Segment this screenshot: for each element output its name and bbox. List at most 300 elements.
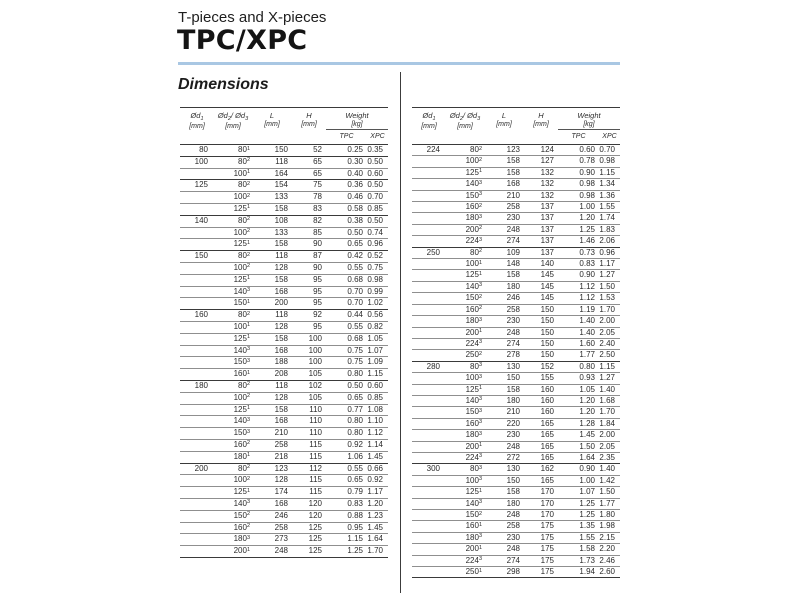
footnote-marker: 2 xyxy=(246,475,250,482)
cell-d2-d3: $140^3$ xyxy=(446,498,484,509)
footnote-marker: 3 xyxy=(478,373,482,380)
footnote-marker: 3 xyxy=(478,316,482,323)
table-row xyxy=(412,304,620,315)
cell-d2-d3: $200^1$ xyxy=(214,546,252,558)
cell-d1 xyxy=(180,416,214,428)
col-header-d2-d3: $Ød_2/$ $Ød_3$ [mm] xyxy=(446,108,484,145)
cell-weight-xpc: 1.34 xyxy=(599,179,620,190)
cell-weight-tpc: 1.00 xyxy=(558,202,599,213)
cell-height: 120 xyxy=(292,498,326,510)
cell-height: 132 xyxy=(524,190,558,201)
cell-height: 137 xyxy=(524,236,558,247)
cell-weight-tpc: 0.98 xyxy=(558,179,599,190)
table-row xyxy=(412,190,620,201)
cell-weight-tpc: 1.07 xyxy=(558,487,599,498)
table-row xyxy=(180,227,388,239)
cell-d1: 125 xyxy=(180,180,214,192)
cell-length: 218 xyxy=(252,451,292,463)
cell-length: 128 xyxy=(252,262,292,274)
cell-d2-d3: $180^3$ xyxy=(446,316,484,327)
table-row xyxy=(180,345,388,357)
cell-d1 xyxy=(180,262,214,274)
cell-d2-d3: $80^2$ xyxy=(214,215,252,227)
cell-height: 95 xyxy=(292,286,326,298)
cell-height: 150 xyxy=(524,304,558,315)
cell-height: 65 xyxy=(292,156,326,168)
cell-d1 xyxy=(412,430,446,441)
cell-d1 xyxy=(180,487,214,499)
cell-height: 132 xyxy=(524,167,558,178)
cell-height: 110 xyxy=(292,428,326,440)
cell-weight-tpc: 1.12 xyxy=(558,293,599,304)
cell-d2-d3: $80^2$ xyxy=(214,180,252,192)
table-row xyxy=(412,350,620,361)
table-row xyxy=(412,179,620,190)
cell-height: 100 xyxy=(292,357,326,369)
footnote-marker: 1 xyxy=(246,239,250,246)
cell-length: 128 xyxy=(252,392,292,404)
dimensions-table-right xyxy=(412,107,620,578)
cell-weight-xpc: 1.05 xyxy=(367,333,388,345)
cell-d1 xyxy=(180,168,214,180)
cell-d1 xyxy=(412,532,446,543)
cell-weight-xpc: 0.85 xyxy=(367,203,388,215)
table-row xyxy=(412,384,620,395)
footnote-marker: 1 xyxy=(246,452,250,459)
cell-weight-xpc: 1.70 xyxy=(367,546,388,558)
cell-weight-xpc: 1.45 xyxy=(367,522,388,534)
cell-weight-tpc: 0.80 xyxy=(558,361,599,372)
footnote-marker: 3 xyxy=(478,396,482,403)
cell-height: 165 xyxy=(524,441,558,452)
table-row xyxy=(180,487,388,499)
cell-weight-xpc: 0.70 xyxy=(599,145,620,156)
footnote-marker: 2 xyxy=(478,248,482,255)
cell-height: 115 xyxy=(292,487,326,499)
cell-d1 xyxy=(180,227,214,239)
cell-weight-tpc: 1.15 xyxy=(326,534,367,546)
cell-length: 150 xyxy=(484,475,524,486)
cell-height: 175 xyxy=(524,544,558,555)
cell-length: 274 xyxy=(484,338,524,349)
cell-d1 xyxy=(180,404,214,416)
cell-height: 52 xyxy=(292,145,326,157)
cell-d1 xyxy=(180,274,214,286)
table-row xyxy=(412,407,620,418)
cell-weight-xpc: 0.52 xyxy=(367,251,388,263)
cell-weight-xpc: 1.27 xyxy=(599,373,620,384)
cell-length: 298 xyxy=(484,567,524,578)
cell-length: 168 xyxy=(484,179,524,190)
table-row xyxy=(412,145,620,156)
cell-d2-d3: $200^2$ xyxy=(446,224,484,235)
cell-d2-d3: $100^2$ xyxy=(214,192,252,204)
col-header-weight: Weight [kg] xyxy=(326,108,388,130)
cell-weight-tpc: 1.25 xyxy=(558,510,599,521)
cell-weight-tpc: 1.19 xyxy=(558,304,599,315)
cell-weight-xpc: 1.40 xyxy=(599,464,620,475)
footnote-marker: 1 xyxy=(246,204,250,211)
cell-weight-xpc: 0.98 xyxy=(599,156,620,167)
footnote-marker: 3 xyxy=(246,428,250,435)
footnote-marker: 3 xyxy=(478,499,482,506)
cell-d1 xyxy=(412,213,446,224)
col-header-weight: Weight [kg] xyxy=(558,108,620,130)
cell-height: 87 xyxy=(292,251,326,263)
cell-weight-tpc: 1.35 xyxy=(558,521,599,532)
cell-d1 xyxy=(180,192,214,204)
cell-weight-tpc: 0.30 xyxy=(326,156,367,168)
cell-weight-tpc: 1.28 xyxy=(558,418,599,429)
cell-weight-tpc: 0.95 xyxy=(326,522,367,534)
cell-weight-tpc: 1.60 xyxy=(558,338,599,349)
cell-weight-xpc: 1.98 xyxy=(599,521,620,532)
table-row xyxy=(412,281,620,292)
cell-d1 xyxy=(412,452,446,463)
cell-d1 xyxy=(412,304,446,315)
footnote-marker: 1 xyxy=(246,298,250,305)
cell-d2-d3: $150^3$ xyxy=(446,407,484,418)
cell-height: 150 xyxy=(524,316,558,327)
cell-length: 248 xyxy=(484,510,524,521)
cell-length: 148 xyxy=(484,259,524,270)
cell-height: 90 xyxy=(292,262,326,274)
cell-d2-d3: $160^3$ xyxy=(446,418,484,429)
cell-length: 248 xyxy=(484,544,524,555)
cell-height: 95 xyxy=(292,274,326,286)
cell-weight-tpc: 0.55 xyxy=(326,463,367,475)
cell-d1: 160 xyxy=(180,310,214,322)
cell-d2-d3: $160^2$ xyxy=(446,304,484,315)
cell-length: 230 xyxy=(484,430,524,441)
table-row xyxy=(180,463,388,475)
footnote-marker: 2 xyxy=(478,510,482,517)
table-row xyxy=(180,168,388,180)
table-row xyxy=(412,373,620,384)
table-row xyxy=(180,451,388,463)
cell-weight-tpc: 0.78 xyxy=(558,156,599,167)
cell-d2-d3: $100^1$ xyxy=(214,168,252,180)
cell-d2-d3: $125^1$ xyxy=(214,274,252,286)
cell-d2-d3: $250^2$ xyxy=(446,350,484,361)
footnote-marker: 2 xyxy=(246,263,250,270)
cell-height: 78 xyxy=(292,192,326,204)
cell-weight-xpc: 0.96 xyxy=(367,239,388,251)
footnote-marker: 3 xyxy=(478,476,482,483)
cell-height: 125 xyxy=(292,546,326,558)
cell-height: 175 xyxy=(524,555,558,566)
cell-d2-d3: $160^2$ xyxy=(446,202,484,213)
cell-weight-tpc: 1.45 xyxy=(558,430,599,441)
cell-weight-tpc: 1.06 xyxy=(326,451,367,463)
cell-height: 92 xyxy=(292,310,326,322)
table-row xyxy=(180,251,388,263)
cell-height: 105 xyxy=(292,369,326,381)
cell-d2-d3: $160^1$ xyxy=(446,521,484,532)
col-header-length: L [mm] xyxy=(484,108,524,145)
table-row xyxy=(412,441,620,452)
cell-height: 75 xyxy=(292,180,326,192)
cell-length: 158 xyxy=(252,239,292,251)
table-row xyxy=(412,327,620,338)
cell-weight-tpc: 0.77 xyxy=(326,404,367,416)
table-row xyxy=(412,430,620,441)
table-row xyxy=(180,475,388,487)
cell-weight-xpc: 0.82 xyxy=(367,321,388,333)
footnote-marker: 1 xyxy=(478,168,482,175)
footnote-marker: 3 xyxy=(478,213,482,220)
footnote-marker: 2 xyxy=(246,511,250,518)
cell-length: 273 xyxy=(252,534,292,546)
cell-height: 165 xyxy=(524,475,558,486)
cell-weight-tpc: 0.75 xyxy=(326,357,367,369)
cell-weight-xpc: 1.68 xyxy=(599,395,620,406)
cell-length: 118 xyxy=(252,251,292,263)
cell-d2-d3: $224^3$ xyxy=(446,555,484,566)
cell-weight-tpc: 0.38 xyxy=(326,215,367,227)
cell-d1 xyxy=(180,369,214,381)
cell-height: 112 xyxy=(292,463,326,475)
table-row xyxy=(180,239,388,251)
cell-weight-xpc: 2.00 xyxy=(599,316,620,327)
cell-d2-d3: $125^1$ xyxy=(214,203,252,215)
cell-length: 230 xyxy=(484,316,524,327)
cell-d2-d3: $150^1$ xyxy=(214,298,252,310)
cell-length: 248 xyxy=(252,546,292,558)
table-row xyxy=(412,259,620,270)
cell-length: 258 xyxy=(252,522,292,534)
cell-weight-xpc: 2.40 xyxy=(599,338,620,349)
cell-height: 83 xyxy=(292,203,326,215)
cell-length: 274 xyxy=(484,555,524,566)
cell-length: 158 xyxy=(252,404,292,416)
cell-length: 180 xyxy=(484,281,524,292)
cell-d2-d3: $100^3$ xyxy=(446,373,484,384)
cell-d1 xyxy=(180,510,214,522)
cell-d2-d3: $125^1$ xyxy=(446,384,484,395)
col-header-d1: $Ød_1$ [mm] xyxy=(180,108,214,145)
cell-d2-d3: $150^2$ xyxy=(214,510,252,522)
cell-length: 158 xyxy=(484,156,524,167)
table-row xyxy=(180,333,388,345)
cell-weight-xpc: 1.84 xyxy=(599,418,620,429)
section-title: Dimensions xyxy=(178,76,269,93)
table-row xyxy=(412,167,620,178)
footnote-marker: 2 xyxy=(246,464,250,471)
cell-weight-xpc: 1.36 xyxy=(599,190,620,201)
cell-weight-tpc: 1.25 xyxy=(326,546,367,558)
cell-d1 xyxy=(412,510,446,521)
table-row xyxy=(180,298,388,310)
footnote-marker: 3 xyxy=(478,419,482,426)
cell-length: 154 xyxy=(252,180,292,192)
cell-weight-tpc: 1.94 xyxy=(558,567,599,578)
cell-d2-d3: $125^1$ xyxy=(214,239,252,251)
cell-weight-xpc: 1.64 xyxy=(367,534,388,546)
table-row xyxy=(180,510,388,522)
footnote-marker: 1 xyxy=(478,328,482,334)
footnote-marker: 1 xyxy=(246,405,250,412)
table-row xyxy=(412,213,620,224)
cell-weight-tpc: 0.90 xyxy=(558,167,599,178)
cell-weight-tpc: 0.80 xyxy=(326,369,367,381)
table-row xyxy=(412,270,620,281)
cell-length: 230 xyxy=(484,213,524,224)
cell-height: 125 xyxy=(292,534,326,546)
footnote-marker: 2 xyxy=(478,145,482,152)
cell-d1: 200 xyxy=(180,463,214,475)
table-row xyxy=(412,555,620,566)
table-row xyxy=(412,395,620,406)
cell-weight-xpc: 1.23 xyxy=(367,510,388,522)
cell-d1: 300 xyxy=(412,464,446,475)
cell-d2-d3: $100^2$ xyxy=(214,475,252,487)
cell-height: 110 xyxy=(292,404,326,416)
cell-weight-xpc: 0.56 xyxy=(367,310,388,322)
cell-length: 258 xyxy=(484,202,524,213)
column-divider xyxy=(400,72,401,593)
cell-d1 xyxy=(412,567,446,578)
page-title: TPC/XPC xyxy=(177,25,308,56)
cell-height: 137 xyxy=(524,202,558,213)
cell-weight-tpc: 1.40 xyxy=(558,316,599,327)
cell-height: 155 xyxy=(524,373,558,384)
cell-height: 145 xyxy=(524,281,558,292)
cell-d2-d3: $180^1$ xyxy=(214,451,252,463)
cell-d2-d3: $125^1$ xyxy=(214,487,252,499)
cell-weight-xpc: 1.80 xyxy=(599,510,620,521)
cell-weight-xpc: 0.85 xyxy=(367,392,388,404)
footnote-marker: 2 xyxy=(478,156,482,163)
cell-d1 xyxy=(412,327,446,338)
footnote-marker: 2 xyxy=(246,393,250,400)
footnote-marker: 2 xyxy=(246,216,250,223)
cell-length: 210 xyxy=(484,407,524,418)
footnote-marker: 3 xyxy=(478,556,482,563)
table-row xyxy=(412,487,620,498)
cell-length: 230 xyxy=(484,532,524,543)
cell-height: 145 xyxy=(524,270,558,281)
cell-height: 100 xyxy=(292,345,326,357)
cell-d2-d3: $160^2$ xyxy=(214,522,252,534)
cell-weight-tpc: 0.68 xyxy=(326,333,367,345)
cell-weight-tpc: 1.77 xyxy=(558,350,599,361)
cell-weight-xpc: 0.92 xyxy=(367,475,388,487)
cell-weight-tpc: 1.55 xyxy=(558,532,599,543)
table-row xyxy=(180,192,388,204)
col-header-xpc: XPC xyxy=(599,130,620,145)
cell-d1 xyxy=(180,546,214,558)
cell-height: 137 xyxy=(524,247,558,258)
table-row xyxy=(412,567,620,578)
cell-d2-d3: $100^2$ xyxy=(446,156,484,167)
cell-d2-d3: $150^3$ xyxy=(446,190,484,201)
cell-d1 xyxy=(180,286,214,298)
cell-d2-d3: $150^3$ xyxy=(214,428,252,440)
footnote-marker: 1 xyxy=(478,487,482,494)
cell-length: 123 xyxy=(484,145,524,156)
cell-weight-xpc: 1.17 xyxy=(367,487,388,499)
cell-d2-d3: $180^3$ xyxy=(446,532,484,543)
cell-weight-tpc: 0.73 xyxy=(558,247,599,258)
cell-length: 158 xyxy=(252,333,292,345)
cell-weight-xpc: 1.40 xyxy=(599,384,620,395)
cell-d2-d3: $125^1$ xyxy=(446,270,484,281)
cell-d1 xyxy=(412,270,446,281)
table-row xyxy=(180,321,388,333)
cell-d1 xyxy=(412,224,446,235)
cell-weight-tpc: 1.20 xyxy=(558,407,599,418)
cell-d2-d3: $125^1$ xyxy=(214,404,252,416)
cell-d2-d3: $80^2$ xyxy=(446,247,484,258)
cell-weight-tpc: 1.58 xyxy=(558,544,599,555)
cell-height: 90 xyxy=(292,239,326,251)
cell-d1 xyxy=(180,239,214,251)
cell-d1 xyxy=(412,373,446,384)
cell-weight-xpc: 1.42 xyxy=(599,475,620,486)
cell-d1 xyxy=(412,475,446,486)
dimensions-table-left xyxy=(180,107,388,558)
footnote-marker: 1 xyxy=(478,544,482,551)
col-header-tpc: TPC xyxy=(558,130,599,145)
cell-length: 128 xyxy=(252,321,292,333)
footnote-marker: 3 xyxy=(478,453,482,460)
cell-d1 xyxy=(412,418,446,429)
cell-length: 158 xyxy=(252,274,292,286)
cell-length: 109 xyxy=(484,247,524,258)
cell-d2-d3: $140^3$ xyxy=(446,179,484,190)
cell-d2-d3: $200^1$ xyxy=(446,327,484,338)
cell-d1 xyxy=(412,202,446,213)
cell-d1 xyxy=(412,338,446,349)
footnote-marker: 3 xyxy=(478,339,482,346)
cell-length: 188 xyxy=(252,357,292,369)
cell-d2-d3: $224^3$ xyxy=(446,338,484,349)
cell-d1 xyxy=(180,475,214,487)
cell-weight-xpc: 1.07 xyxy=(367,345,388,357)
cell-height: 125 xyxy=(292,522,326,534)
footnote-marker: 1 xyxy=(246,334,250,341)
cell-d1 xyxy=(412,521,446,532)
table-row xyxy=(412,202,620,213)
cell-d2-d3: $100^2$ xyxy=(214,227,252,239)
cell-length: 210 xyxy=(484,190,524,201)
footnote-marker: 2 xyxy=(246,228,250,235)
cell-weight-tpc: 0.42 xyxy=(326,251,367,263)
footnote-marker: 1 xyxy=(246,145,250,152)
cell-height: 175 xyxy=(524,532,558,543)
cell-d1 xyxy=(180,298,214,310)
cell-d1: 224 xyxy=(412,145,446,156)
cell-weight-xpc: 0.75 xyxy=(367,262,388,274)
cell-weight-tpc: 0.98 xyxy=(558,190,599,201)
cell-weight-xpc: 1.74 xyxy=(599,213,620,224)
cell-d1 xyxy=(180,498,214,510)
cell-height: 175 xyxy=(524,521,558,532)
cell-height: 115 xyxy=(292,475,326,487)
cell-height: 150 xyxy=(524,338,558,349)
cell-height: 152 xyxy=(524,361,558,372)
cell-d1 xyxy=(412,544,446,555)
cell-weight-tpc: 0.68 xyxy=(326,274,367,286)
footnote-marker: 3 xyxy=(246,287,250,294)
cell-height: 150 xyxy=(524,327,558,338)
cell-length: 274 xyxy=(484,236,524,247)
cell-weight-tpc: 1.25 xyxy=(558,224,599,235)
footnote-marker: 1 xyxy=(246,322,250,329)
cell-weight-tpc: 0.70 xyxy=(326,298,367,310)
footnote-marker: 2 xyxy=(246,192,250,199)
